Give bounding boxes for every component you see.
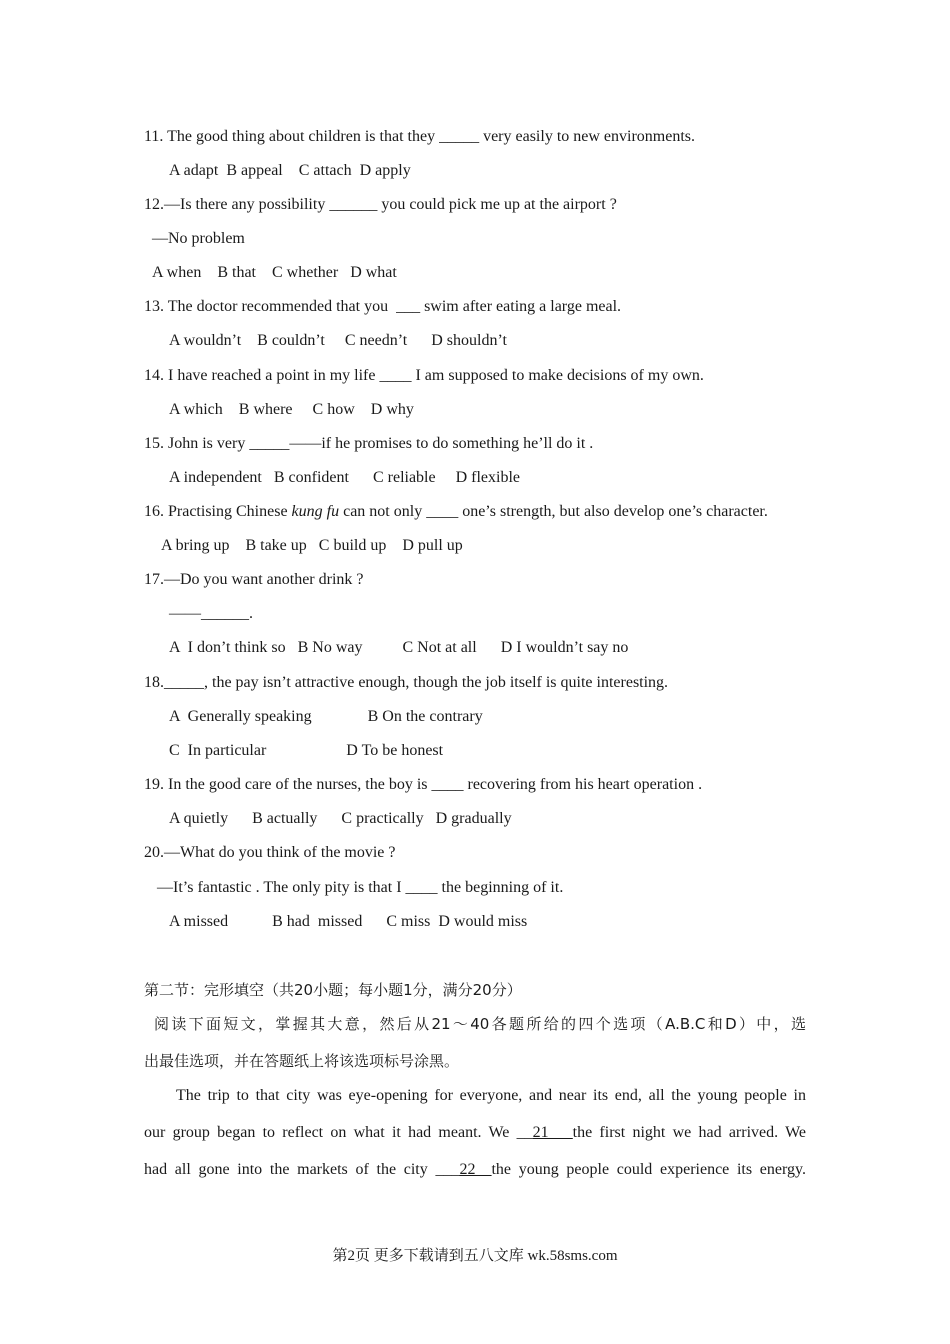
question-stem: 13. The doctor recommended that you ___ swim after eating a large meal.	[144, 298, 622, 315]
passage-line	[144, 1160, 806, 1180]
passage-text: the first night we had arrived. We	[572, 1124, 806, 1141]
question-stem: 15. John is very _____——if he promises to do something he’ll do it .	[144, 435, 594, 452]
passage-line	[144, 1123, 806, 1143]
passage-line: The trip to that city was eye-opening for everyone, and near its end, all the young people in	[176, 1087, 806, 1104]
question-options: A missed B had missed C miss D would miss	[169, 913, 528, 930]
question-stem	[144, 502, 768, 522]
question-options: A independent B confident C reliable D flexible	[169, 469, 521, 486]
blank-21: 21___	[532, 1124, 573, 1141]
stem-italic-term: kung fu	[291, 503, 340, 520]
question-options: A adapt B appeal C attach D apply	[169, 162, 411, 179]
blank-22: 22__	[459, 1161, 492, 1178]
passage-text: our group began to reflect on what it had meant. We __	[144, 1124, 533, 1141]
passage-text: the young people could experience its energy.	[491, 1161, 806, 1178]
section-instruction: 阅读下面短文，掌握其大意，然后从21～40各题所给的四个选项（A.B.C和D）中，选	[154, 1015, 806, 1033]
question-options: A I don’t think so B No way C Not at all D I wouldn’t say no	[169, 639, 629, 656]
question-stem: 17.—Do you want another drink ?	[144, 571, 364, 588]
question-reply: —No problem	[152, 230, 245, 247]
section-heading: 第二节：完形填空（共20小题；每小题1分，满分20分）	[144, 981, 522, 999]
question-stem: 19. In the good care of the nurses, the boy is ____ recovering from his heart operation .	[144, 776, 703, 793]
passage-text: had all gone into the markets of the city ___	[144, 1161, 460, 1178]
question-stem: 11. The good thing about children is that they _____ very easily to new environments.	[144, 128, 696, 145]
question-reply: ——______.	[169, 605, 253, 622]
question-options: A bring up B take up C build up D pull up	[161, 537, 463, 554]
question-stem: 12.—Is there any possibility ______ you could pick me up at the airport ?	[144, 196, 617, 213]
stem-text: 16. Practising Chinese	[144, 503, 292, 520]
section-instruction: 出最佳选项，并在答题纸上将该选项标号涂黑。	[144, 1052, 460, 1070]
page-footer: 第2页 更多下载请到五八文库 wk.58sms.com	[332, 1248, 618, 1264]
stem-text: can not only ____ one’s strength, but also develop one’s character.	[339, 503, 768, 520]
question-options: A which B where C how D why	[169, 401, 414, 418]
question-stem: 18._____, the pay isn’t attractive enough, though the job itself is quite interesting.	[144, 674, 669, 691]
question-options: A wouldn’t B couldn’t C needn’t D shouldn’t	[169, 332, 507, 349]
question-reply: —It’s fantastic . The only pity is that I ____ the beginning of it.	[157, 879, 564, 896]
question-stem: 20.—What do you think of the movie ?	[144, 844, 396, 861]
question-stem: 14. I have reached a point in my life ____ I am supposed to make decisions of my own.	[144, 367, 704, 384]
question-options: A Generally speaking B On the contrary	[169, 708, 483, 725]
question-options: A when B that C whether D what	[152, 264, 397, 281]
question-options: A quietly B actually C practically D gradually	[169, 810, 512, 827]
question-options: C In particular D To be honest	[169, 742, 444, 759]
